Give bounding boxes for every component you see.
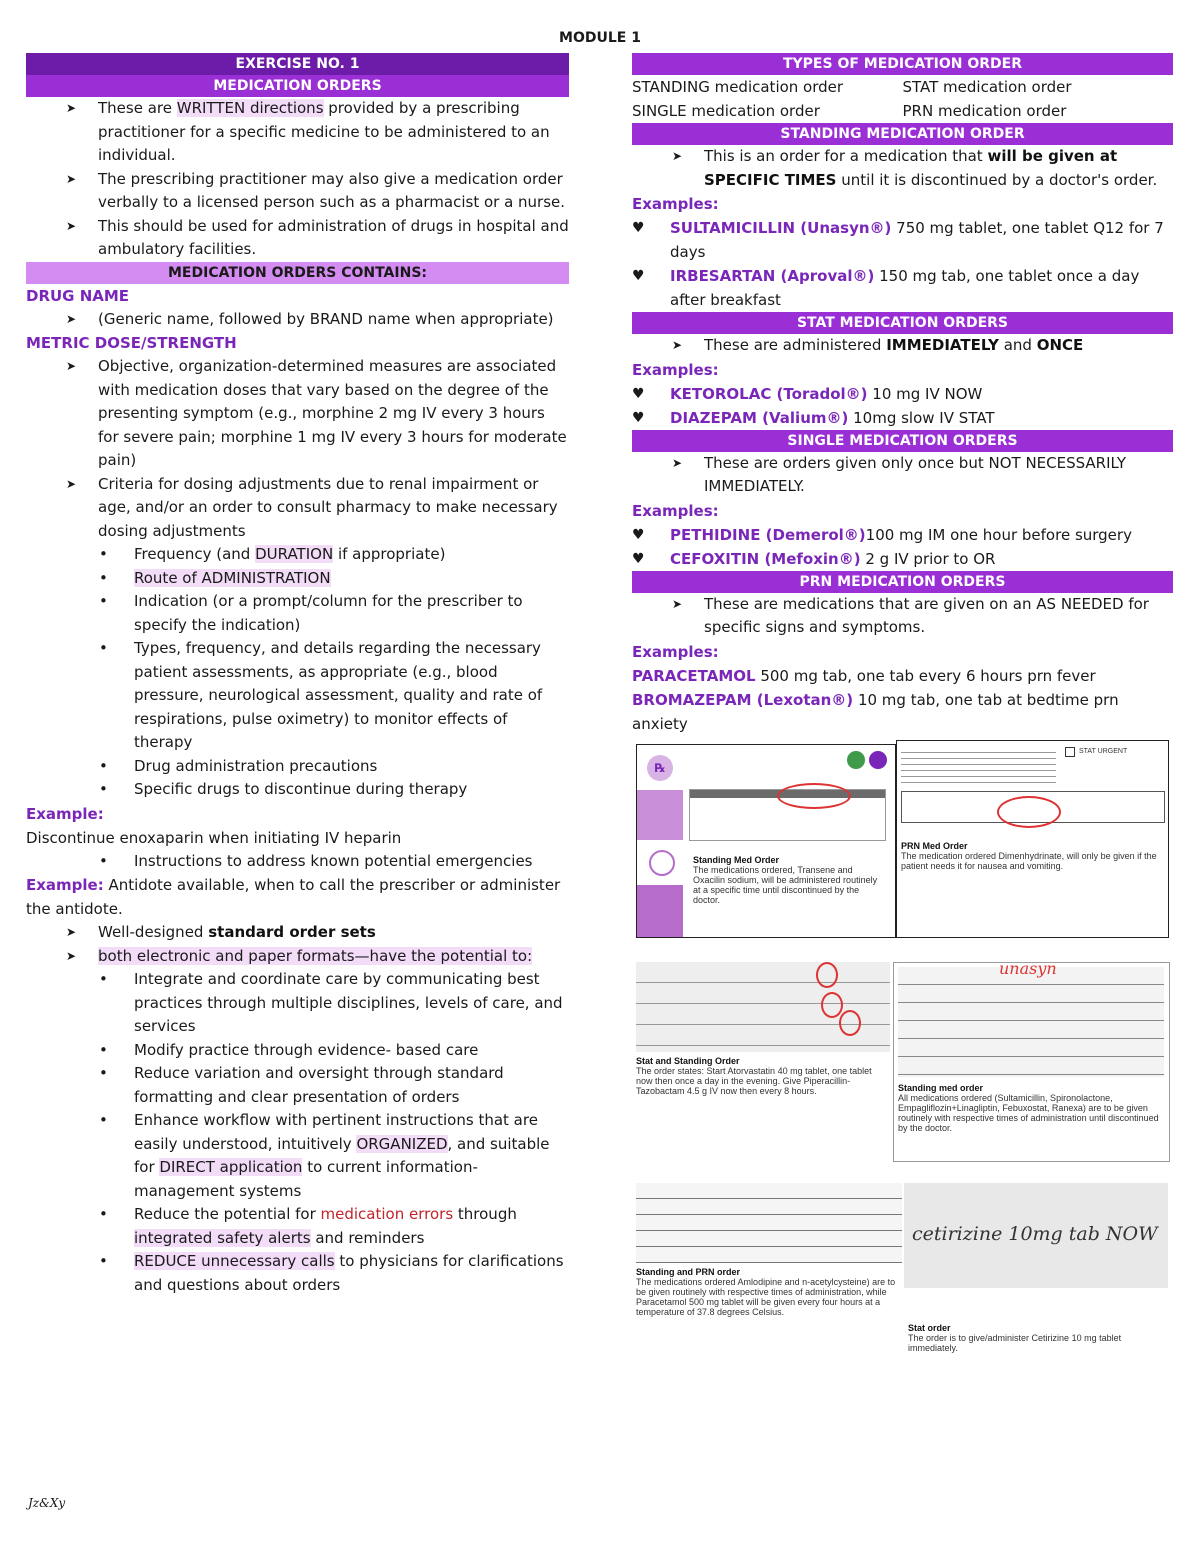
badge-icon (869, 751, 887, 769)
formats-bullet: ➤ both electronic and paper formats—have the potential to: (26, 945, 569, 969)
red-circle (839, 1010, 861, 1036)
stat-order-figure: cetirizine 10mg tab NOW Stat order The order is to give/administer Cetirizine 10 mg tablet immediately. (904, 1183, 1168, 1373)
intro-bullet: ➤ This should be used for administration of drugs in hospital and ambulatory facilities. (26, 215, 569, 262)
type-item: STAT medication order (902, 78, 1072, 96)
sub-bullet: • Specific drugs to discontinue during therapy (26, 778, 569, 802)
red-circle (821, 992, 843, 1018)
checkbox-icon (1065, 747, 1075, 757)
stat-urgent-label: STAT URGENT (1079, 748, 1128, 755)
metric-bullet: ➤ Objective, organization-determined measures are associated with medication doses that vary based on the degree of the presenting symptom (e.g., morphine 2 mg IV every 3 hours for severe pain; morphine 1 mg IV every 3 hours for moderate pain) (26, 355, 569, 473)
red-circle (777, 783, 851, 809)
left-column (26, 53, 569, 1297)
unasyn-handwriting: unasyn (999, 962, 1057, 978)
stat-bullet: ➤ These are administered IMMEDIATELY and ONCE (632, 334, 1173, 358)
sub-bullet: • Drug administration precautions (26, 755, 569, 779)
example-item: PARACETAMOL 500 mg tab, one tab every 6 hours prn fever (632, 666, 1096, 685)
single-header: SINGLE MEDICATION ORDERS (632, 430, 1173, 452)
stat-and-standing-figure: Stat and Standing Order The order states: Start Atorvastatin 40 mg tablet, one tablet now then once a day in the evening. Give Piperacillin-Tazobactam 4.5 g IV now then every 8 hours. (636, 962, 890, 1132)
rx-icon: ℞ (647, 755, 673, 781)
pill-icon (649, 850, 675, 876)
prn-med-order-figure: STAT URGENT PRN Med Order The medication ordered Dimenhydrinate, will only be given if the patient needs it for nausea and vomiting. (896, 740, 1169, 938)
sub-bullet: • Types, frequency, and details regarding the necessary patient assessments, as appropriate (e.g., blood pressure, neurological assessment, quality and rate of respirations, pulse oximetry) to monitor effects of therapy (26, 637, 569, 755)
example-item: ♥ PETHIDINE (Demerol®)100 mg IM one hour before surgery (632, 523, 1173, 547)
examples-label: Examples: (632, 642, 719, 661)
intro-bullet: ➤ These are WRITTEN directions provided by a prescribing practitioner for a specific medicine to be administered to an individual. (26, 97, 569, 168)
type-item: SINGLE medication order (632, 102, 820, 120)
handwritten-order (636, 962, 890, 1052)
sub-bullet: • Route of ADMINISTRATION (26, 567, 569, 591)
footer-initials: Jz&Xy (28, 1496, 66, 1510)
types-grid (632, 75, 1173, 123)
drug-name-label: DRUG NAME (26, 286, 130, 305)
sub-bullet: • REDUCE unnecessary calls to physicians for clarifications and questions about orders (26, 1250, 569, 1297)
example-item: ♥ SULTAMICILLIN (Unasyn®) 750 mg tablet, one tablet Q12 for 7 days (632, 216, 1173, 264)
standard-order-sets-bullet: ➤ Well-designed standard order sets (26, 921, 569, 945)
example-item: BROMAZEPAM (Lexotan®) 10 mg tab, one tab at bedtime prn anxiety (632, 690, 1119, 733)
sub-bullet: • Instructions to address known potential emergencies (26, 850, 569, 874)
contains-header: MEDICATION ORDERS CONTAINS: (26, 262, 569, 284)
red-circle (997, 796, 1061, 828)
sub-bullet: • Indication (or a prompt/column for the prescriber to specify the indication) (26, 590, 569, 637)
example-label: Example: (26, 804, 104, 823)
examples-label: Examples: (632, 360, 719, 379)
sub-bullet: • Reduce variation and oversight through standard formatting and clear presentation of orders (26, 1062, 569, 1109)
standing-header: STANDING MEDICATION ORDER (632, 123, 1173, 145)
standing-med-order-handwritten-figure: unasyn Standing med order All medications ordered (Sultamicillin, Spironolactone, Empagliflozin+Linagliptin, Febuxostat, Ranexa) are to be given routinely with respective times of administration until discontinued by the doctor. (893, 962, 1170, 1162)
metric-bullet: ➤ Criteria for dosing adjustments due to renal impairment or age, and/or an order to consult pharmacy to make necessary dosing adjustments (26, 473, 569, 544)
single-bullet: ➤ These are orders given only once but NOT NECESSARILY IMMEDIATELY. (632, 452, 1173, 499)
handwritten-order (898, 967, 1164, 1077)
examples-label: Examples: (632, 195, 719, 213)
drug-name-bullet: ➤ (Generic name, followed by BRAND name when appropriate) (26, 308, 569, 332)
handwritten-order (636, 1183, 902, 1263)
exercise-header: EXERCISE NO. 1 (26, 53, 569, 75)
examples-label: Examples: (632, 501, 719, 520)
metric-dose-label: METRIC DOSE/STRENGTH (26, 334, 237, 352)
prn-header: PRN MEDICATION ORDERS (632, 571, 1173, 593)
type-item: STANDING medication order (632, 78, 844, 96)
example-item: ♥ IRBESARTAN (Aproval®) 150 mg tab, one tablet once a day after breakfast (632, 264, 1173, 312)
standing-and-prn-figure: Standing and PRN order The medications ordered Amlodipine and n-acetylcysteine) are to be given routinely with respective times of administration, while Paracetamol 500 mg tablet will be given every four hours at a temperature of 37.8 degrees Celsius. (636, 1183, 902, 1373)
prn-bullet: ➤ These are medications that are given on an AS NEEDED for specific signs and symptoms. (632, 593, 1173, 640)
sub-bullet: • Modify practice through evidence- based care (26, 1039, 569, 1063)
example-text: Discontinue enoxaparin when initiating IV heparin (26, 828, 402, 847)
standing-bullet: ➤ This is an order for a medication that will be given at SPECIFIC TIMES until it is discontinued by a doctor's order. (632, 145, 1173, 192)
standing-med-order-figure: ℞ Standing Med Order The medications ordered, Transene and Oxacilin sodium, will be administered routinely at a specific time until discontinued by the doctor. (636, 744, 896, 938)
example-item: ♥ CEFOXITIN (Mefoxin®) 2 g IV prior to OR (632, 547, 1173, 571)
example-item: ♥ DIAZEPAM (Valium®) 10mg slow IV STAT (632, 406, 1173, 430)
intro-bullet: ➤ The prescribing practitioner may also give a medication order verbally to a licensed person such as a pharmacist or a nurse. (26, 168, 569, 215)
sub-bullet: • Frequency (and DURATION if appropriate) (26, 543, 569, 567)
example-item: ♥ KETOROLAC (Toradol®) 10 mg IV NOW (632, 382, 1173, 406)
red-circle (816, 962, 838, 988)
sub-bullet: • Integrate and coordinate care by communicating best practices through multiple disciplines, levels of care, and services (26, 968, 569, 1039)
sub-bullet: • Enhance workflow with pertinent instructions that are easily understood, intuitively ORGANIZED, and suitable for DIRECT application to current information-management systems (26, 1109, 569, 1203)
stat-header: STAT MEDICATION ORDERS (632, 312, 1173, 334)
types-header: TYPES OF MEDICATION ORDER (632, 53, 1173, 75)
cetirizine-handwriting: cetirizine 10mg tab NOW (912, 1223, 1158, 1245)
right-column (632, 53, 1173, 736)
medication-orders-header: MEDICATION ORDERS (26, 75, 569, 97)
type-item: PRN medication order (902, 102, 1067, 120)
example2: Example: Antidote available, when to call the prescriber or administer the antidote. (26, 876, 561, 918)
badge-icon (847, 751, 865, 769)
page-title: MODULE 1 (559, 30, 641, 46)
form-lines (901, 747, 1056, 787)
sub-bullet: • Reduce the potential for medication errors through integrated safety alerts and reminders (26, 1203, 569, 1250)
